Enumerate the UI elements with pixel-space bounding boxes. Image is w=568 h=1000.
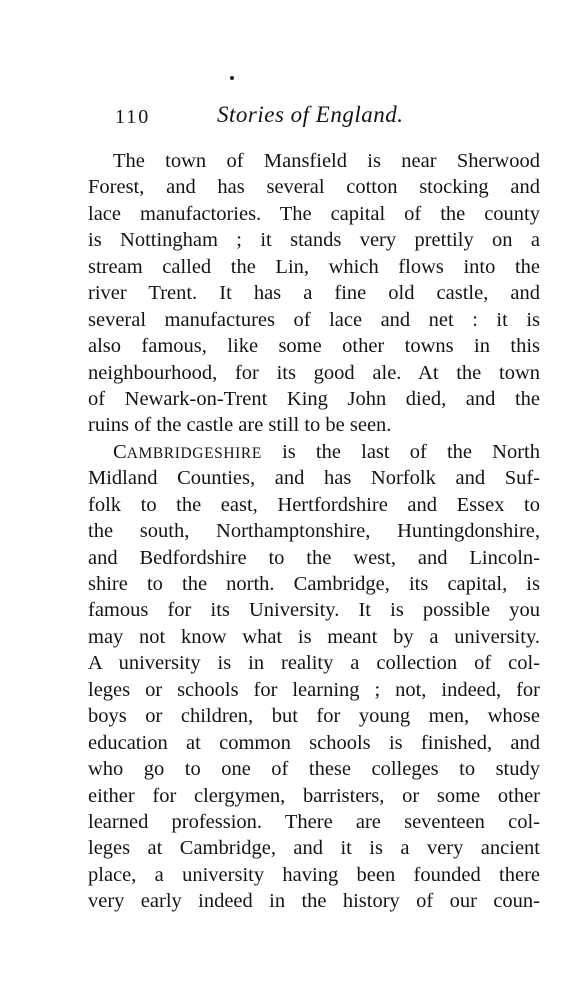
text-line: stream called the Lin, which flows into the	[88, 255, 540, 278]
paragraph-lead-line	[88, 439, 540, 465]
text-line: is Nottingham ; it stands very prettily on a	[88, 229, 540, 252]
text-line: also famous, like some other towns in this	[88, 335, 540, 358]
text-line: river Trent. It has a fine old castle, and	[88, 282, 540, 305]
lead-initial: C	[113, 440, 127, 463]
text-line: the south, Northamptonshire, Huntingdonshire,	[88, 520, 540, 543]
text-line: boys or children, but for young men, whose	[88, 705, 540, 728]
text-line: The town of Mansfield is near Sherwood	[113, 150, 540, 172]
text-line: may not know what is meant by a university.	[88, 625, 540, 648]
lead-line-rest: is the last of the North	[261, 440, 540, 463]
text-line: shire to the north. Cambridge, its capital, is	[88, 573, 540, 595]
text-line: who go to one of these colleges to study	[88, 758, 540, 781]
text-line: folk to the east, Hertfordshire and Essex to	[88, 493, 540, 516]
text-line: education at common schools is finished, and	[88, 731, 540, 754]
text-line: Forest, and has several cotton stocking and	[88, 176, 540, 199]
text-line: place, a university having been founded there	[88, 863, 540, 886]
text-line: of Newark-on-Trent King John died, and the	[88, 387, 540, 410]
text-line: neighbourhood, for its good ale. At the town	[88, 361, 540, 384]
text-line: lace manufactories. The capital of the county	[88, 202, 540, 225]
text-line: either for clergymen, barristers, or some other	[88, 784, 540, 807]
running-title: Stories of England.	[217, 102, 404, 127]
text-line: leges or schools for learning ; not, indeed, for	[88, 678, 540, 701]
text-line: Midland Counties, and has Norfolk and Suf-	[88, 467, 540, 490]
text-line: several manufactures of lace and net : it is	[88, 308, 540, 331]
text-line: very early indeed in the history of our coun-	[88, 890, 540, 913]
text-line: leges at Cambridge, and it is a very ancient	[88, 837, 540, 860]
text-line: A university is in reality a collection of col-	[88, 652, 540, 675]
lead-smallcaps: AMBRIDGESHIRE	[126, 444, 262, 462]
page-header	[115, 102, 415, 132]
ink-speck	[230, 76, 234, 80]
text-line: ruins of the castle are still to be seen.	[88, 414, 392, 437]
body-text	[88, 148, 540, 915]
text-line: and Bedfordshire to the west, and Lincoln-	[88, 546, 540, 569]
text-line: learned profession. There are seventeen col-	[88, 810, 540, 833]
page-number: 110	[115, 106, 151, 128]
text-line: famous for its University. It is possible you	[88, 599, 540, 622]
